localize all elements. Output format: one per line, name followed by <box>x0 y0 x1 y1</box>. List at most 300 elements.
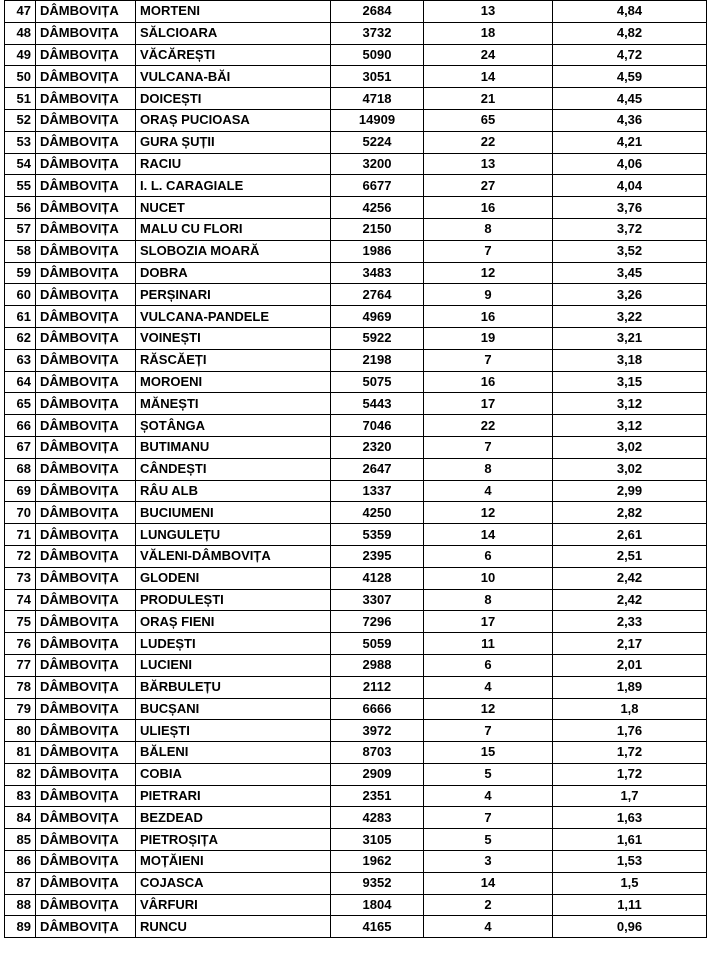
row-number-cell: 81 <box>5 742 36 764</box>
rate-cell: 3,26 <box>553 284 707 306</box>
locality-cell: LUCIENI <box>136 654 331 676</box>
rate-cell: 1,53 <box>553 851 707 873</box>
locality-cell: MĂNEȘTI <box>136 393 331 415</box>
rate-cell: 2,01 <box>553 654 707 676</box>
locality-cell: ORAȘ FIENI <box>136 611 331 633</box>
population-cell: 3732 <box>331 22 424 44</box>
row-number-cell: 73 <box>5 567 36 589</box>
locality-cell: RUNCU <box>136 916 331 938</box>
locality-cell: ORAȘ PUCIOASA <box>136 109 331 131</box>
population-cell: 4128 <box>331 567 424 589</box>
population-cell: 2684 <box>331 1 424 23</box>
population-cell: 2764 <box>331 284 424 306</box>
population-cell: 2647 <box>331 458 424 480</box>
county-cell: DÂMBOVIȚA <box>36 589 136 611</box>
population-cell: 2112 <box>331 676 424 698</box>
county-cell: DÂMBOVIȚA <box>36 633 136 655</box>
cases-cell: 16 <box>424 197 553 219</box>
table-row <box>5 872 707 894</box>
locality-cell: VOINEȘTI <box>136 327 331 349</box>
table-row <box>5 676 707 698</box>
locality-cell: BUCIUMENI <box>136 502 331 524</box>
rate-cell: 4,21 <box>553 131 707 153</box>
population-cell: 1986 <box>331 240 424 262</box>
cases-cell: 18 <box>424 22 553 44</box>
locality-cell: NUCET <box>136 197 331 219</box>
table-row <box>5 916 707 938</box>
locality-cell: BUTIMANU <box>136 436 331 458</box>
row-number-cell: 50 <box>5 66 36 88</box>
table-row <box>5 458 707 480</box>
locality-cell: GLODENI <box>136 567 331 589</box>
row-number-cell: 60 <box>5 284 36 306</box>
locality-cell: MOȚĂIENI <box>136 851 331 873</box>
table-row <box>5 785 707 807</box>
row-number-cell: 80 <box>5 720 36 742</box>
county-cell: DÂMBOVIȚA <box>36 218 136 240</box>
rate-cell: 2,42 <box>553 567 707 589</box>
population-cell: 2395 <box>331 545 424 567</box>
row-number-cell: 58 <box>5 240 36 262</box>
county-cell: DÂMBOVIȚA <box>36 829 136 851</box>
rate-cell: 1,72 <box>553 763 707 785</box>
table-row <box>5 633 707 655</box>
cases-cell: 22 <box>424 131 553 153</box>
table-row <box>5 218 707 240</box>
population-cell: 5059 <box>331 633 424 655</box>
rate-cell: 1,5 <box>553 872 707 894</box>
county-cell: DÂMBOVIȚA <box>36 720 136 742</box>
cases-cell: 5 <box>424 829 553 851</box>
locality-cell: PERȘINARI <box>136 284 331 306</box>
row-number-cell: 69 <box>5 480 36 502</box>
row-number-cell: 59 <box>5 262 36 284</box>
rate-cell: 2,17 <box>553 633 707 655</box>
row-number-cell: 83 <box>5 785 36 807</box>
table-row <box>5 175 707 197</box>
county-cell: DÂMBOVIȚA <box>36 654 136 676</box>
rate-cell: 3,22 <box>553 306 707 328</box>
population-cell: 1337 <box>331 480 424 502</box>
population-cell: 4256 <box>331 197 424 219</box>
locality-cell: RACIU <box>136 153 331 175</box>
locality-cell: RĂSCĂEȚI <box>136 349 331 371</box>
population-cell: 2150 <box>331 218 424 240</box>
row-number-cell: 68 <box>5 458 36 480</box>
cases-cell: 7 <box>424 240 553 262</box>
table-row <box>5 109 707 131</box>
population-cell: 2988 <box>331 654 424 676</box>
county-cell: DÂMBOVIȚA <box>36 197 136 219</box>
table-row <box>5 742 707 764</box>
county-cell: DÂMBOVIȚA <box>36 284 136 306</box>
rate-cell: 2,33 <box>553 611 707 633</box>
rate-cell: 3,72 <box>553 218 707 240</box>
cases-cell: 8 <box>424 458 553 480</box>
cases-cell: 5 <box>424 763 553 785</box>
table-row <box>5 436 707 458</box>
rate-cell: 1,72 <box>553 742 707 764</box>
cases-cell: 14 <box>424 872 553 894</box>
cases-cell: 8 <box>424 589 553 611</box>
row-number-cell: 65 <box>5 393 36 415</box>
population-cell: 6666 <box>331 698 424 720</box>
cases-cell: 2 <box>424 894 553 916</box>
county-cell: DÂMBOVIȚA <box>36 22 136 44</box>
locality-cell: PRODULEȘTI <box>136 589 331 611</box>
population-cell: 4718 <box>331 88 424 110</box>
table-row <box>5 22 707 44</box>
population-cell: 7046 <box>331 415 424 437</box>
population-cell: 5224 <box>331 131 424 153</box>
cases-cell: 4 <box>424 785 553 807</box>
locality-cell: RÂU ALB <box>136 480 331 502</box>
locality-cell: LUNGULEȚU <box>136 524 331 546</box>
table-row <box>5 262 707 284</box>
population-cell: 5922 <box>331 327 424 349</box>
table-row <box>5 131 707 153</box>
row-number-cell: 49 <box>5 44 36 66</box>
row-number-cell: 89 <box>5 916 36 938</box>
population-cell: 2198 <box>331 349 424 371</box>
cases-cell: 21 <box>424 88 553 110</box>
locality-cell: SĂLCIOARA <box>136 22 331 44</box>
table-row <box>5 371 707 393</box>
cases-cell: 7 <box>424 807 553 829</box>
row-number-cell: 88 <box>5 894 36 916</box>
rate-cell: 2,82 <box>553 502 707 524</box>
table-body <box>5 1 707 938</box>
county-cell: DÂMBOVIȚA <box>36 807 136 829</box>
table-row <box>5 851 707 873</box>
rate-cell: 3,12 <box>553 415 707 437</box>
row-number-cell: 75 <box>5 611 36 633</box>
cases-cell: 7 <box>424 720 553 742</box>
locality-cell: DOBRA <box>136 262 331 284</box>
population-cell: 8703 <box>331 742 424 764</box>
rate-cell: 3,12 <box>553 393 707 415</box>
row-number-cell: 56 <box>5 197 36 219</box>
cases-cell: 65 <box>424 109 553 131</box>
population-cell: 3972 <box>331 720 424 742</box>
table-row <box>5 88 707 110</box>
cases-cell: 27 <box>424 175 553 197</box>
cases-cell: 24 <box>424 44 553 66</box>
county-cell: DÂMBOVIȚA <box>36 109 136 131</box>
row-number-cell: 47 <box>5 1 36 23</box>
rate-cell: 1,11 <box>553 894 707 916</box>
row-number-cell: 74 <box>5 589 36 611</box>
locality-cell: MORTENI <box>136 1 331 23</box>
population-cell: 5090 <box>331 44 424 66</box>
rate-cell: 3,76 <box>553 197 707 219</box>
county-cell: DÂMBOVIȚA <box>36 763 136 785</box>
population-cell: 7296 <box>331 611 424 633</box>
rate-cell: 4,36 <box>553 109 707 131</box>
cases-cell: 6 <box>424 654 553 676</box>
rate-cell: 1,76 <box>553 720 707 742</box>
county-cell: DÂMBOVIȚA <box>36 262 136 284</box>
row-number-cell: 79 <box>5 698 36 720</box>
locality-cell: VĂLENI-DÂMBOVIȚA <box>136 545 331 567</box>
table-row <box>5 44 707 66</box>
county-cell: DÂMBOVIȚA <box>36 851 136 873</box>
county-cell: DÂMBOVIȚA <box>36 916 136 938</box>
rate-cell: 2,99 <box>553 480 707 502</box>
row-number-cell: 76 <box>5 633 36 655</box>
data-table <box>4 0 707 938</box>
rate-cell: 3,02 <box>553 458 707 480</box>
county-cell: DÂMBOVIȚA <box>36 458 136 480</box>
locality-cell: ULIEȘTI <box>136 720 331 742</box>
table-row <box>5 284 707 306</box>
cases-cell: 4 <box>424 916 553 938</box>
rate-cell: 1,7 <box>553 785 707 807</box>
county-cell: DÂMBOVIȚA <box>36 415 136 437</box>
cases-cell: 7 <box>424 436 553 458</box>
row-number-cell: 64 <box>5 371 36 393</box>
county-cell: DÂMBOVIȚA <box>36 327 136 349</box>
county-cell: DÂMBOVIȚA <box>36 393 136 415</box>
cases-cell: 4 <box>424 676 553 698</box>
population-cell: 5443 <box>331 393 424 415</box>
county-cell: DÂMBOVIȚA <box>36 436 136 458</box>
cases-cell: 14 <box>424 66 553 88</box>
cases-cell: 4 <box>424 480 553 502</box>
row-number-cell: 72 <box>5 545 36 567</box>
locality-cell: BĂRBULEȚU <box>136 676 331 698</box>
cases-cell: 22 <box>424 415 553 437</box>
cases-cell: 6 <box>424 545 553 567</box>
table-row <box>5 763 707 785</box>
locality-cell: MALU CU FLORI <box>136 218 331 240</box>
locality-cell: VULCANA-PANDELE <box>136 306 331 328</box>
locality-cell: GURA ȘUȚII <box>136 131 331 153</box>
cases-cell: 15 <box>424 742 553 764</box>
locality-cell: BĂLENI <box>136 742 331 764</box>
row-number-cell: 61 <box>5 306 36 328</box>
table-row <box>5 415 707 437</box>
locality-cell: MOROENI <box>136 371 331 393</box>
row-number-cell: 71 <box>5 524 36 546</box>
rate-cell: 4,06 <box>553 153 707 175</box>
row-number-cell: 52 <box>5 109 36 131</box>
table-row <box>5 654 707 676</box>
cases-cell: 19 <box>424 327 553 349</box>
population-cell: 5075 <box>331 371 424 393</box>
population-cell: 4283 <box>331 807 424 829</box>
county-cell: DÂMBOVIȚA <box>36 480 136 502</box>
county-cell: DÂMBOVIȚA <box>36 66 136 88</box>
table-row <box>5 1 707 23</box>
county-cell: DÂMBOVIȚA <box>36 524 136 546</box>
cases-cell: 12 <box>424 262 553 284</box>
rate-cell: 2,61 <box>553 524 707 546</box>
row-number-cell: 78 <box>5 676 36 698</box>
county-cell: DÂMBOVIȚA <box>36 545 136 567</box>
row-number-cell: 86 <box>5 851 36 873</box>
row-number-cell: 84 <box>5 807 36 829</box>
row-number-cell: 57 <box>5 218 36 240</box>
table-row <box>5 240 707 262</box>
county-cell: DÂMBOVIȚA <box>36 1 136 23</box>
rate-cell: 4,04 <box>553 175 707 197</box>
row-number-cell: 77 <box>5 654 36 676</box>
cases-cell: 16 <box>424 371 553 393</box>
table-row <box>5 393 707 415</box>
row-number-cell: 67 <box>5 436 36 458</box>
row-number-cell: 85 <box>5 829 36 851</box>
locality-cell: PIETROȘIȚA <box>136 829 331 851</box>
county-cell: DÂMBOVIȚA <box>36 349 136 371</box>
population-cell: 6677 <box>331 175 424 197</box>
locality-cell: ȘOTÂNGA <box>136 415 331 437</box>
rate-cell: 2,51 <box>553 545 707 567</box>
population-cell: 2320 <box>331 436 424 458</box>
rate-cell: 3,52 <box>553 240 707 262</box>
table-row <box>5 153 707 175</box>
county-cell: DÂMBOVIȚA <box>36 676 136 698</box>
county-cell: DÂMBOVIȚA <box>36 44 136 66</box>
table-row <box>5 306 707 328</box>
county-cell: DÂMBOVIȚA <box>36 131 136 153</box>
locality-cell: DOICEȘTI <box>136 88 331 110</box>
population-cell: 2909 <box>331 763 424 785</box>
cases-cell: 14 <box>424 524 553 546</box>
rate-cell: 4,45 <box>553 88 707 110</box>
population-cell: 1962 <box>331 851 424 873</box>
county-cell: DÂMBOVIȚA <box>36 502 136 524</box>
population-cell: 4250 <box>331 502 424 524</box>
rate-cell: 4,59 <box>553 66 707 88</box>
locality-cell: COJASCA <box>136 872 331 894</box>
county-cell: DÂMBOVIȚA <box>36 153 136 175</box>
rate-cell: 1,63 <box>553 807 707 829</box>
population-cell: 4969 <box>331 306 424 328</box>
cases-cell: 13 <box>424 1 553 23</box>
locality-cell: VÂRFURI <box>136 894 331 916</box>
cases-cell: 17 <box>424 611 553 633</box>
rate-cell: 1,89 <box>553 676 707 698</box>
population-cell: 3051 <box>331 66 424 88</box>
rate-cell: 4,72 <box>553 44 707 66</box>
rate-cell: 1,8 <box>553 698 707 720</box>
rate-cell: 3,18 <box>553 349 707 371</box>
table-row <box>5 894 707 916</box>
cases-cell: 17 <box>424 393 553 415</box>
population-cell: 9352 <box>331 872 424 894</box>
table-row <box>5 807 707 829</box>
county-cell: DÂMBOVIȚA <box>36 894 136 916</box>
locality-cell: COBIA <box>136 763 331 785</box>
cases-cell: 12 <box>424 698 553 720</box>
rate-cell: 4,84 <box>553 1 707 23</box>
cases-cell: 10 <box>424 567 553 589</box>
locality-cell: BUCȘANI <box>136 698 331 720</box>
population-cell: 2351 <box>331 785 424 807</box>
rate-cell: 1,61 <box>553 829 707 851</box>
row-number-cell: 66 <box>5 415 36 437</box>
locality-cell: BEZDEAD <box>136 807 331 829</box>
locality-cell: VULCANA-BĂI <box>136 66 331 88</box>
cases-cell: 12 <box>424 502 553 524</box>
table-row <box>5 589 707 611</box>
locality-cell: CÂNDEȘTI <box>136 458 331 480</box>
rate-cell: 2,42 <box>553 589 707 611</box>
row-number-cell: 62 <box>5 327 36 349</box>
county-cell: DÂMBOVIȚA <box>36 88 136 110</box>
table-row <box>5 327 707 349</box>
county-cell: DÂMBOVIȚA <box>36 371 136 393</box>
table-row <box>5 698 707 720</box>
population-cell: 3200 <box>331 153 424 175</box>
county-cell: DÂMBOVIȚA <box>36 175 136 197</box>
rate-cell: 4,82 <box>553 22 707 44</box>
cases-cell: 11 <box>424 633 553 655</box>
county-cell: DÂMBOVIȚA <box>36 698 136 720</box>
table-row <box>5 829 707 851</box>
county-cell: DÂMBOVIȚA <box>36 742 136 764</box>
rate-cell: 3,21 <box>553 327 707 349</box>
rate-cell: 3,45 <box>553 262 707 284</box>
table-row <box>5 611 707 633</box>
cases-cell: 3 <box>424 851 553 873</box>
row-number-cell: 53 <box>5 131 36 153</box>
population-cell: 5359 <box>331 524 424 546</box>
county-cell: DÂMBOVIȚA <box>36 240 136 262</box>
table-row <box>5 349 707 371</box>
population-cell: 3483 <box>331 262 424 284</box>
locality-cell: LUDEȘTI <box>136 633 331 655</box>
row-number-cell: 70 <box>5 502 36 524</box>
rate-cell: 3,15 <box>553 371 707 393</box>
cases-cell: 9 <box>424 284 553 306</box>
row-number-cell: 63 <box>5 349 36 371</box>
locality-cell: SLOBOZIA MOARĂ <box>136 240 331 262</box>
row-number-cell: 87 <box>5 872 36 894</box>
county-cell: DÂMBOVIȚA <box>36 306 136 328</box>
locality-cell: I. L. CARAGIALE <box>136 175 331 197</box>
rate-cell: 0,96 <box>553 916 707 938</box>
cases-cell: 7 <box>424 349 553 371</box>
row-number-cell: 82 <box>5 763 36 785</box>
cases-cell: 8 <box>424 218 553 240</box>
row-number-cell: 55 <box>5 175 36 197</box>
population-cell: 1804 <box>331 894 424 916</box>
row-number-cell: 48 <box>5 22 36 44</box>
population-cell: 14909 <box>331 109 424 131</box>
cases-cell: 13 <box>424 153 553 175</box>
table-row <box>5 480 707 502</box>
population-cell: 4165 <box>331 916 424 938</box>
county-cell: DÂMBOVIȚA <box>36 872 136 894</box>
table-row <box>5 545 707 567</box>
table-row <box>5 502 707 524</box>
population-cell: 3105 <box>331 829 424 851</box>
county-cell: DÂMBOVIȚA <box>36 785 136 807</box>
locality-cell: VĂCĂREȘTI <box>136 44 331 66</box>
table-row <box>5 66 707 88</box>
table-row <box>5 197 707 219</box>
county-cell: DÂMBOVIȚA <box>36 611 136 633</box>
row-number-cell: 51 <box>5 88 36 110</box>
table-row <box>5 567 707 589</box>
rate-cell: 3,02 <box>553 436 707 458</box>
cases-cell: 16 <box>424 306 553 328</box>
locality-cell: PIETRARI <box>136 785 331 807</box>
population-cell: 3307 <box>331 589 424 611</box>
row-number-cell: 54 <box>5 153 36 175</box>
